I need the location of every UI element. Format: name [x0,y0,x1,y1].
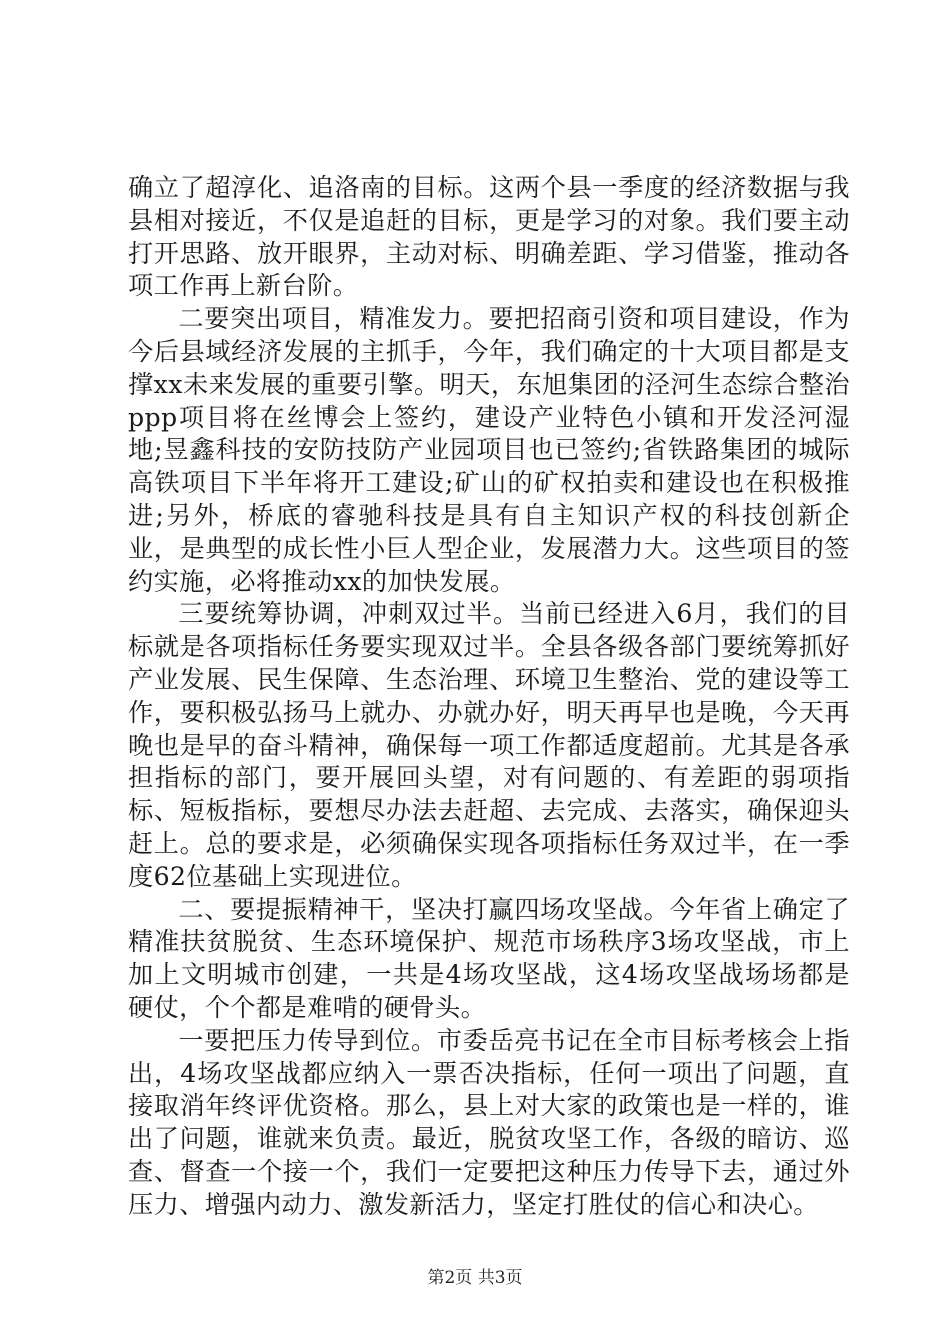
paragraph-pressure: 一要把压力传导到位。市委岳亮书记在全市目标考核会上指出，4场攻坚战都应纳入一票否决指标，任何一项出了问题，直接取消年终评优资格。那么，县上对大家的政策也是一样的，谁出了问题，谁就来负责。最近，脱贫攻坚工作，各级的暗访、巡查、督查一个接一个，我们一定要把这种压力传导下去，通过外压力、增强内动力、激发新活力，坚定打胜仗的信心和决心。 [128,1025,850,1219]
paragraph-projects: 二要突出项目，精准发力。要把招商引资和项目建设，作为今后县域经济发展的主抓手，今年，我们确定的十大项目都是支撑xx未来发展的重要引擎。明天，东旭集团的泾河生态综合整治ppp项目将在丝博会上签约，建设产业特色小镇和开发泾河湿地;昱鑫科技的安防技防产业园项目也已签约;省铁路集团的城际高铁项目下半年将开工建设;矿山的矿权拍卖和建设也在积极推进;另外，桥底的睿驰科技是具有自主知识产权的科技创新企业，是典型的成长性小巨人型企业，发展潜力大。这些项目的签约实施，必将推动xx的加快发展。 [128,304,850,596]
paragraph-section-two: 二、要提振精神干，坚决打赢四场攻坚战。今年省上确定了精准扶贫脱贫、生态环境保护、规范市场秩序3场攻坚战，市上加上文明城市创建，一共是4场攻坚战，这4场攻坚战场场都是硬仗，个个都是难啃的硬骨头。 [128,894,850,1022]
document-body [128,172,850,1222]
page-footer: 第2页 共3页 [427,1268,523,1288]
paragraph-continuation: 确立了超淳化、追洛南的目标。这两个县一季度的经济数据与我县相对接近，不仅是追赶的目标，更是学习的对象。我们要主动打开思路、放开眼界，主动对标、明确差距、学习借鉴，推动各项工作再上新台阶。 [128,173,850,301]
paragraph-coordination: 三要统筹协调，冲刺双过半。当前已经进入6月，我们的目标就是各项指标任务要实现双过半。全县各级各部门要统筹抓好产业发展、民生保障、生态治理、环境卫生整治、党的建设等工作，要积极弘扬马上就办、办就办好，明天再早也是晚，今天再晚也是早的奋斗精神，确保每一项工作都适度超前。尤其是各承担指标的部门，要开展回头望，对有问题的、有差距的弱项指标、短板指标，要想尽办法去赶超、去完成、去落实，确保迎头赶上。总的要求是，必须确保实现各项指标任务双过半，在一季度62位基础上实现进位。 [128,599,850,891]
